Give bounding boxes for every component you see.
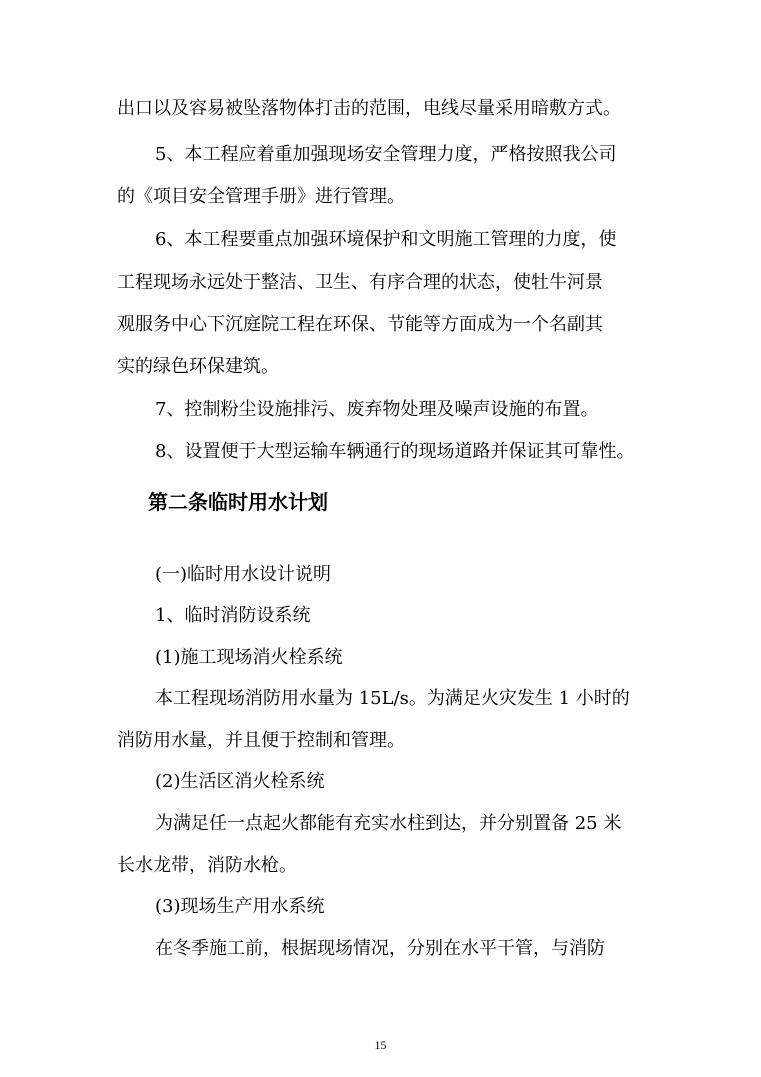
paragraph-line: 的《项目安全管理手册》进行管理。 — [117, 186, 405, 207]
paragraph-line: 5、本工程应着重加强现场安全管理力度，严格按照我公司 — [155, 144, 617, 165]
paragraph-line: 实的绿色环保建筑。 — [117, 356, 279, 377]
paragraph-line: 长水龙带，消防水枪。 — [117, 855, 297, 876]
paragraph-line: 1、临时消防设系统 — [155, 605, 311, 626]
paragraph-line: 6、本工程要重点加强环境保护和文明施工管理的力度，使 — [155, 229, 617, 250]
paragraph-line: 观服务中心下沉庭院工程在环保、节能等方面成为一个名副其 — [117, 314, 603, 335]
paragraph-line: 出口以及容易被坠落物体打击的范围，电线尽量采用暗敷方式。 — [117, 98, 621, 119]
paragraph-line: 8、设置便于大型运输车辆通行的现场道路并保证其可靠性。 — [155, 441, 635, 462]
paragraph-line: 在冬季施工前，根据现场情况，分别在水平干管，与消防 — [155, 938, 605, 959]
paragraph-line: (3)现场生产用水系统 — [155, 896, 325, 917]
paragraph-line: 7、控制粉尘设施排污、废弃物处理及噪声设施的布置。 — [155, 399, 599, 420]
paragraph-line: 为满足任一点起火都能有充实水柱到达，并分别置备 25 米 — [155, 813, 622, 834]
paragraph-line: (2)生活区消火栓系统 — [155, 771, 325, 792]
paragraph-line: 本工程现场消防用水量为 15L/s。为满足火灾发生 1 小时的 — [155, 688, 630, 709]
section-heading: 第二条临时用水计划 — [148, 490, 328, 514]
paragraph-line: 消防用水量，并且便于控制和管理。 — [117, 730, 405, 751]
paragraph-line: (1)施工现场消火栓系统 — [155, 647, 343, 668]
paragraph-line: (一)临时用水设计说明 — [155, 564, 332, 585]
page-number: 15 — [374, 1038, 387, 1052]
paragraph-line: 工程现场永远处于整洁、卫生、有序合理的状态，使牡牛河景 — [117, 272, 603, 293]
